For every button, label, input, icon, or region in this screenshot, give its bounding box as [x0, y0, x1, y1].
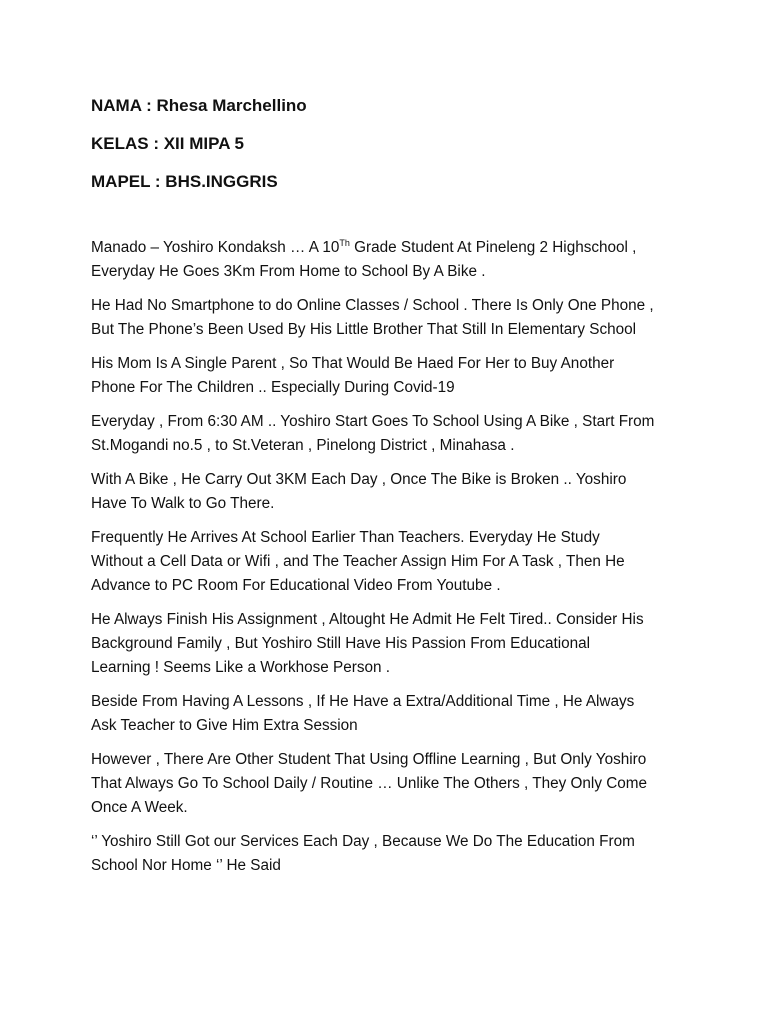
paragraph-line: Once A Week.: [91, 799, 188, 816]
paragraph-line: School Nor Home ‘’ He Said: [91, 857, 281, 874]
paragraph-line: That Always Go To School Daily / Routine … Unlike The Others , They Only Come: [91, 775, 648, 792]
paragraph: [91, 830, 691, 878]
paragraph-line: St.Mogandi no.5 , to St.Veteran , Pinelong District , Minahasa .: [91, 437, 515, 454]
paragraph-line: Frequently He Arrives At School Earlier Than Teachers. Everyday He Study: [91, 529, 600, 546]
paragraph: [91, 608, 691, 680]
paragraph-line: Background Family , But Yoshiro Still Have His Passion From Educational: [91, 635, 591, 652]
student-class: KELAS : XII MIPA 5: [91, 134, 245, 153]
line-text: Manado – Yoshiro Kondaksh … A 10: [91, 239, 340, 256]
paragraph-line: Beside From Having A Lessons , If He Have a Extra/Additional Time , He Always: [91, 693, 635, 710]
paragraph-line: Without a Cell Data or Wifi , and The Teacher Assign Him For A Task , Then He: [91, 553, 625, 570]
paragraph-line: His Mom Is A Single Parent , So That Would Be Haed For Her to Buy Another: [91, 355, 615, 372]
paragraph: [91, 748, 691, 820]
paragraph-line: ‘’ Yoshiro Still Got our Services Each Day , Because We Do The Education From: [91, 833, 635, 850]
paragraph-line: With A Bike , He Carry Out 3KM Each Day , Once The Bike is Broken .. Yoshiro: [91, 471, 627, 488]
paragraph-line: Everyday , From 6:30 AM .. Yoshiro Start Goes To School Using A Bike , Start From: [91, 413, 655, 430]
paragraph: [91, 526, 691, 598]
paragraph-line: Everyday He Goes 3Km From Home to School By A Bike .: [91, 263, 486, 280]
paragraph: [91, 352, 691, 400]
paragraph: [91, 410, 691, 458]
paragraph: [91, 236, 691, 284]
paragraph: [91, 468, 691, 516]
paragraph: [91, 690, 691, 738]
paragraph-line: Have To Walk to Go There.: [91, 495, 275, 512]
paragraph-line: Phone For The Children .. Especially During Covid-19: [91, 379, 455, 396]
article-body: [91, 236, 691, 888]
paragraph-line: [91, 236, 691, 260]
paragraph-line: He Always Finish His Assignment , Altought He Admit He Felt Tired.. Consider His: [91, 611, 644, 628]
line-text: Grade Student At Pineleng 2 Highschool ,: [349, 239, 637, 256]
paragraph-line: Advance to PC Room For Educational Video From Youtube .: [91, 577, 501, 594]
paragraph: [91, 294, 691, 342]
paragraph-line: Learning ! Seems Like a Workhose Person .: [91, 659, 391, 676]
paragraph-line: But The Phone’s Been Used By His Little Brother That Still In Elementary School: [91, 321, 637, 338]
subject-line: MAPEL : BHS.INGGRIS: [91, 172, 278, 191]
paragraph-line: However , There Are Other Student That Using Offline Learning , But Only Yoshiro: [91, 751, 647, 768]
student-name: NAMA : Rhesa Marchellino: [91, 96, 307, 115]
ordinal-superscript: Th: [339, 237, 350, 248]
paragraph-line: Ask Teacher to Give Him Extra Session: [91, 717, 358, 734]
paragraph-line: He Had No Smartphone to do Online Classes / School . There Is Only One Phone ,: [91, 297, 654, 314]
